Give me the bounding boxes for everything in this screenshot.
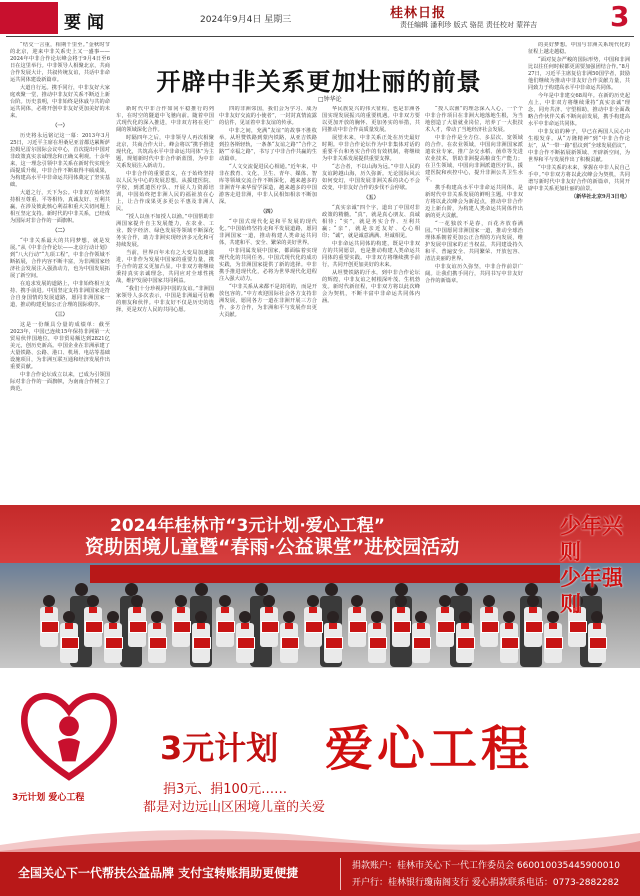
photo-child [40, 595, 58, 655]
paragraph: （三） [52, 312, 68, 318]
paragraph: 中非合作是全方位、多层次、宽领域的合作。在农业领域，中国向非洲国家派遣农业专家，推广杂交水稻、菌草等先进农业技术，帮助非洲提高粮食生产能力；在卫生领域，中国向非洲派遣医疗队，援建医院和疾控中心，提升非洲公共卫生水平。 [425, 135, 523, 183]
paragraph: 时隔四年之后，中非领导人再次相聚北京，共商合作大计。峰会将以“携手推进现代化，共筑高水平中非命运共同体”为主题，规划新时代中非合作新蓝图，为中非关系发展注入新动力。 [116, 135, 214, 169]
paragraph: 中非合作的重要意义，在于始终坚持以人民为中心的发展思想。从援建医院、学校，到派遣医疗队、开展人力资源培训，中国始终把非洲人民的福祉放在心上，让合作成果更多更公平惠及非洲人民。 [116, 171, 214, 212]
event-group-photo [0, 563, 640, 668]
photo-child [236, 611, 254, 671]
paragraph: 在追求发展的道路上，中非始终相互支持、携手前进。中国坚定支持非洲国家走符合自身国情的发展道路，愿同非洲国家一道，推动构建更加公正合理的国际秩序。 [10, 281, 110, 308]
photo-child [84, 595, 102, 655]
campaign-slogan-line-1: 捐3元、捐100元…… [163, 782, 288, 797]
paragraph: 四的非洲邻国，我们会为学习、成为中非友好交流的小使者”，一封封真情流露的信件，见证着中非友谊的传承。 [219, 106, 317, 126]
campaign-slogan-line-2: 都是对边远山区困境儿童的关爱 [143, 800, 326, 815]
photo-child [500, 611, 518, 671]
photo-child [280, 611, 298, 671]
paragraph: 携手构建高水平中非命运共同体，是新时代中非关系发展的鲜明主题。中非双方将以此次峰会为新起点，推动中非合作迈上新台阶，为构建人类命运共同体作出新的更大贡献。 [425, 185, 523, 219]
main-article [0, 42, 640, 505]
ad-title-banner [0, 505, 640, 570]
paragraph: “志合者，不以山海为远。”中非人民的友谊跨越山海，历久弥新。无论国际风云如何变幻，中国发展非洲关系的决心不会改变，中非友好合作的步伐不会停歇。 [322, 164, 420, 191]
footer-account: 捐款账户：桂林市关心下一代工作委员会 660010035445900010 [352, 861, 620, 871]
paragraph: （五） [363, 195, 379, 201]
article-column-2 [116, 106, 214, 504]
footer-bank-contact: 开户行：桂林银行瓊南阁支行 爱心捐款联系电话：0773-2882282 [352, 878, 620, 888]
ad-title-line-2: 资助困境儿童暨“春雨·公益课堂”进校园活动 [85, 536, 460, 558]
article-column-4 [322, 106, 420, 504]
photo-child [480, 595, 498, 655]
paragraph: “结交一言重，相期千里至。”金秋时节的北京，迎来中非关系史上又一盛事——2024年中非合作论坛峰会将于9月4日至6日在这里举行。中非领导人相聚北京，共商合作发展大计，共叙传统友谊，共话中非命运共同体建设新篇章。 [10, 42, 110, 83]
paragraph: “真实亲诚”四个字，道出了中国对非政策的精髓。“真”，就是真心朋友、真诚相待；“实”，就是务实合作、互利共赢；“亲”，就是亲近友好、心心相印；“诚”，就是诚意满满、坦诚相见。 [322, 205, 420, 239]
paragraph: “中非关系的未来，掌握在中非人民自己手中。”中非双方将以此次峰会为契机，共同谱写新时代中非友好合作的新篇章，共同开辟中非关系更加壮丽的前景。 [528, 165, 630, 192]
paragraph: “人文交流促进民心相通。”近年来，中非在教育、文化、卫生、青年、媒体、智库等领域交流合作不断深化，越来越多的非洲青年来华留学深造，越来越多的中国游客走进非洲，中非人民相知相亲不断加深。 [219, 164, 317, 205]
article-column-5 [425, 106, 523, 504]
section-title: 要闻 [64, 13, 110, 33]
newspaper-logo: 桂林日报 [390, 6, 447, 21]
photo-child [304, 595, 322, 655]
photo-child [544, 611, 562, 671]
paragraph: 中非之间，充满“友谊”的故事不胜枚举。从坦赞铁路到蒙内铁路，从亚吉铁路到拉各斯轻轨，一条条“友谊之路”“合作之路”“幸福之路”，书写了中非合作共赢的生动篇章。 [219, 128, 317, 162]
paragraph: 华民族复兴的伟大征程，也是非洲各国实现发展振兴的重要机遇。中非双方要以更加开放的胸怀、更加务实的举措，共同推动中非合作高质量发展。 [322, 106, 420, 133]
photo-child [192, 611, 210, 671]
paragraph: （四） [260, 209, 276, 215]
photo-backdrop-banner [90, 565, 560, 583]
paragraph: 的美好梦想。中国与非洲关系现代化的征程上越走越稳。 [528, 42, 630, 55]
photo-child [524, 595, 542, 655]
paragraph: 中非命运共同体的构建，既是中非双方的共同愿景，也是推动构建人类命运共同体的重要实践。中非双方将继续携手前行，共同开创更加美好的未来。 [322, 241, 420, 268]
photo-child [148, 611, 166, 671]
article-column-3 [219, 106, 317, 504]
photo-child [260, 595, 278, 655]
paragraph: 大道之行，天下为公。中非双方始终坚持相互尊重、平等相待，真诚友好、互利共赢，在涉及彼此核心利益和重大关切问题上相互坚定支持。新时代的中非关系，已经成为国际对非合作的一面旗帜。 [10, 190, 110, 224]
paragraph: 这是一份颇具分量的成绩单：截至2023年，中国已连续15年保持非洲第一大贸易伙伴国地位，中非贸易额达到2821亿美元，创历史新高。中国企业在非洲承建了大量铁路、公路、港口、机场、电站等基础设施项目，为非洲互联互通和经济发展作出重要贡献。 [10, 322, 110, 370]
photo-child [324, 611, 342, 671]
page-number: 3 [610, 0, 630, 33]
photo-child [104, 611, 122, 671]
paragraph: 大道自行远。携手同行，中非友好大家庭欢聚一堂，推动中非友好关系不断迈上新台阶。历史表明，中非始终是休戚与共的命运共同体，必将开创中非友好更加美好的未来。 [10, 85, 110, 119]
paragraph: 新时代中非合作如同平稳推行的列车，在时空的隧道中飞驰向前。随着中国式现代化的深入推进，中非双方将在更广阔的领域深化合作。 [116, 106, 214, 133]
paragraph: 历史将永远铭记这一幕：2013年3月25日，习近平主席在坦桑尼亚首都达累斯萨拉姆尼雷尔国际会议中心，首次提出中国对非政策真实亲诚理念和正确义利观。十余年来，这一理念引领中非关系在新时代实现全面提质升级，中非合作不断取得丰硕成果，为构建高水平中非命运共同体奠定了坚实基础。 [10, 133, 110, 188]
paragraph: “中国式现代化是和平发展的现代化。”中国始终坚持走和平发展道路，愿同非洲国家一道，推动构建人类命运共同体，共建和平、安全、繁荣的美好世界。 [219, 219, 317, 246]
paragraph: 今年是中非建交68周年。在新的历史起点上，中非双方将继续秉持“真实亲诚”理念，同舟共济、守望相助，推动中非全面战略合作伙伴关系不断向前发展，携手构建高水平中非命运共同体。 [528, 93, 630, 127]
photo-child [60, 611, 78, 671]
paragraph: 展望未来，中非关系正处在历史最好时期。中非合作论坛作为中非集体对话的重要平台和务实合作的有效机制，将继续为中非关系发展提供重要支撑。 [322, 135, 420, 162]
header-rule [6, 36, 634, 37]
photo-child [456, 611, 474, 671]
photo-child [588, 611, 606, 671]
footer-divider [340, 858, 341, 890]
paragraph: （二） [52, 228, 68, 234]
article-headline: 开辟中非关系更加壮丽的前景 [156, 68, 482, 96]
campaign-name-part-1: 3元计划 [160, 729, 279, 767]
photo-child [172, 595, 190, 655]
paragraph: 中非友谊历久弥坚，中非合作前景广阔。让我们携手同行，共同书写中非友好合作的新篇章。 [425, 264, 523, 284]
heart-logo-label: 3元计划 爱心工程 [12, 793, 85, 803]
sign-row-2: 少年强则 [560, 566, 623, 616]
photo-child [216, 595, 234, 655]
paragraph: 中非友谊的种子，早已在两国人民心中生根发芽。从“万隆精神”到“中非合作论坛”，从“一带一路”倡议到“全球发展倡议”，中非合作不断拓展新领域、开辟新空间，为世界和平与发展作出了积极贡献。 [528, 129, 630, 163]
ad-sign-text [560, 513, 640, 616]
paragraph: “我们十分珍视同中国的友谊。”非洲国家领导人多次表示，中国是非洲最可信赖的朋友和伙伴。中非友好不仅是历史的选择，更是双方人民的共同心愿。 [116, 286, 214, 313]
paragraph: （一） [52, 123, 68, 129]
photo-child [436, 595, 454, 655]
ad-title-line-1: 2024年桂林市“3元计划·爱心工程” [110, 516, 385, 536]
paragraph: 从坦赞铁路的汗水，到中非合作论坛的辉煌，中非友谊之树根深叶茂、生机勃发。新时代新征程，中非双方将以此次峰会为契机，不断丰富中非命运共同体内涵。 [322, 270, 420, 304]
campaign-name-part-2: 爱心工程 [325, 721, 534, 777]
header-flag [0, 2, 58, 34]
heart-logo-icon [14, 680, 124, 790]
paragraph: 中非合作论坛成立以来，已成为引领国际对非合作的一面旗帜，为南南合作树立了典范。 [10, 372, 110, 392]
paragraph: “中非关系从来都不是封闭的，而是开放包容的。”中方欢迎国际社会各方支持非洲发展，愿同各方一道在非洲开展三方合作、多方合作，为非洲和平与发展作出更大贡献。 [219, 284, 317, 318]
paragraph: “面对复杂严峻的国际形势，中国和非洲比以往任何时候都更需要加强团结合作。”8月27日，习近平主席复信非洲50国学者，鼓励他们继续为推动中非友好合作贡献力量，共同致力于构建高水平中非命运共同体。 [528, 57, 630, 91]
paragraph: “授人以渔”的理念深入人心，一个个中非合作项目在非洲大地落地生根，为当地创造了大量就业岗位，培养了一大批技术人才，带动了当地经济社会发展。 [425, 106, 523, 133]
paragraph: “授人以鱼不如授人以渔。”中国帮助非洲国家提升自主发展能力，在农业、工业、数字经济、绿色发展等领域不断深化务实合作，助力非洲实现经济多元化和可持续发展。 [116, 214, 214, 248]
article-signoff: （新华社北京9月3日电） [570, 194, 630, 200]
article-byline: □钟华论 [318, 96, 342, 103]
sign-row-1: 少年兴则 [560, 514, 623, 564]
photo-child [412, 611, 430, 671]
page-header [0, 0, 640, 42]
paragraph: 当前，世界百年未有之大变局加速演进，中非作为发展中国家的重要力量，携手合作的意义更加凸显。中非双方将继续秉持真实亲诚理念，共同应对全球性挑战，维护发展中国家共同利益。 [116, 250, 214, 284]
photo-child [368, 611, 386, 671]
photo-child [392, 595, 410, 655]
decorative-waves [0, 815, 640, 852]
charity-advertisement [0, 505, 640, 852]
page-footer [0, 852, 640, 896]
paragraph: “中非关系最大的共同梦想，就是发展。”从《中非合作论坛——北京行动计划》到“八大行动”“九项工程”，中非合作领域不断拓展，合作内容不断丰富，为非洲国家经济社会发展注入强劲动力，也为中国发展拓展了新空间。 [10, 238, 110, 279]
paragraph: “一花独放不是春，百花齐放春满园。”中国愿同非洲国家一道，推动全球治理体系朝着更加公正合理的方向发展，维护发展中国家的正当权益，共同建设持久和平、普遍安全、共同繁荣、开放包容、清洁美丽的世界。 [425, 221, 523, 262]
issue-date: 2024年9月4日 星期三 [200, 15, 292, 25]
footer-slogan: 全国关心下一代帮扶公益品牌 支付宝转账捐助更便捷 [18, 866, 299, 880]
photo-child [348, 595, 366, 655]
article-column-1 [10, 42, 110, 502]
paragraph: 中非同属发展中国家，都面临着实现现代化的共同任务。中国式现代化的成功实践，为非洲国家提供了新的选择。中非携手推进现代化，必将为世界现代化进程注入强大动力。 [219, 248, 317, 282]
article-column-6 [528, 42, 630, 502]
editor-credits: 责任编辑 潘利珍 版式 骆昆 责任校对 蒙祥吉 [400, 21, 538, 29]
photo-child [128, 595, 146, 655]
